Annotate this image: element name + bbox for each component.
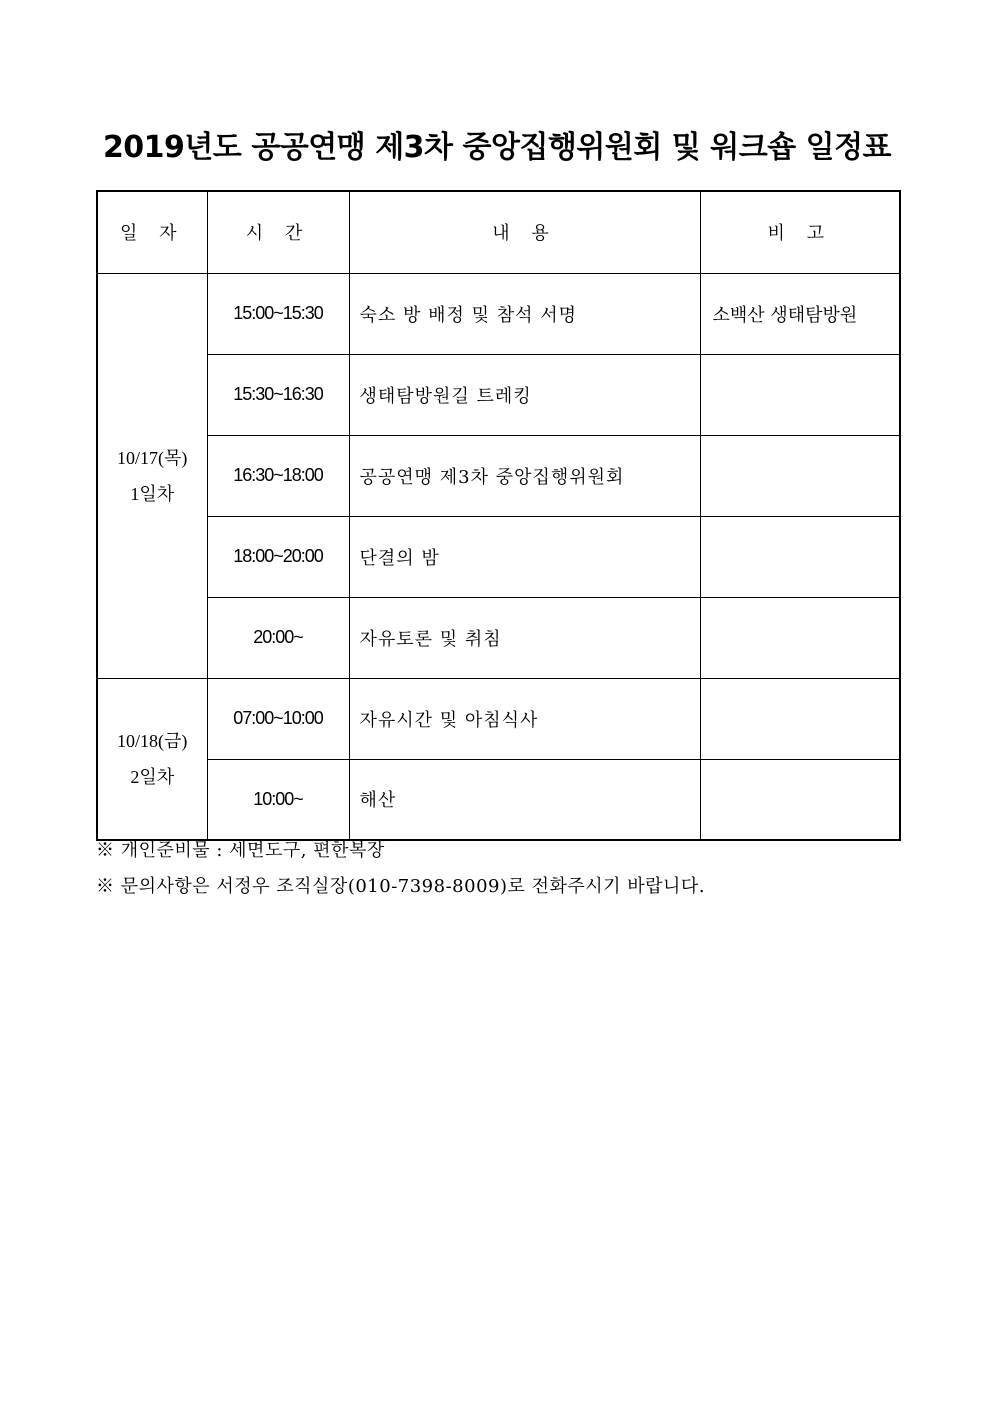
note-cell <box>700 354 900 435</box>
table-row <box>97 435 900 516</box>
day-label: 1일차 <box>130 483 175 504</box>
table-row <box>97 273 900 354</box>
day-cell <box>97 273 207 678</box>
content-cell: 생태탐방원길 트레킹 <box>349 354 700 435</box>
header-time: 시 간 <box>207 191 349 273</box>
footnote-preparation: ※ 개인준비물 : 세면도구, 편한복장 <box>96 840 385 861</box>
note-cell <box>700 597 900 678</box>
day-date: 10/18(금) <box>117 730 188 751</box>
note-cell <box>700 435 900 516</box>
footnotes <box>96 838 898 910</box>
time-cell: 15:00~15:30 <box>207 273 349 354</box>
time-cell: 15:30~16:30 <box>207 354 349 435</box>
header-note: 비 고 <box>700 191 900 273</box>
note-cell: 소백산 생태탐방원 <box>700 273 900 354</box>
content-cell: 단결의 밤 <box>349 516 700 597</box>
header-content: 내 용 <box>349 191 700 273</box>
schedule-table <box>96 190 901 841</box>
content-cell: 자유토론 및 취침 <box>349 597 700 678</box>
time-cell: 07:00~10:00 <box>207 678 349 759</box>
content-cell: 숙소 방 배정 및 참석 서명 <box>349 273 700 354</box>
time-cell: 20:00~ <box>207 597 349 678</box>
time-cell: 16:30~18:00 <box>207 435 349 516</box>
note-cell <box>700 678 900 759</box>
note-cell <box>700 516 900 597</box>
day-cell <box>97 678 207 840</box>
table-row <box>97 597 900 678</box>
content-cell: 자유시간 및 아침식사 <box>349 678 700 759</box>
table-header-row <box>97 191 900 273</box>
header-day: 일 자 <box>97 191 207 273</box>
footnote-contact: ※ 문의사항은 서정우 조직실장(010-7398-8009)로 전화주시기 바랍니다. <box>96 876 706 897</box>
content-cell: 해산 <box>349 759 700 840</box>
table-row <box>97 516 900 597</box>
table-row <box>97 678 900 759</box>
document-title: 2019년도 공공연맹 제3차 중앙집행위원회 및 워크숍 일정표 <box>102 130 892 165</box>
day-label: 2일차 <box>130 766 175 787</box>
day-date: 10/17(목) <box>117 447 188 468</box>
time-cell: 10:00~ <box>207 759 349 840</box>
note-cell <box>700 759 900 840</box>
content-cell: 공공연맹 제3차 중앙집행위원회 <box>349 435 700 516</box>
table-row <box>97 759 900 840</box>
table-row <box>97 354 900 435</box>
time-cell: 18:00~20:00 <box>207 516 349 597</box>
